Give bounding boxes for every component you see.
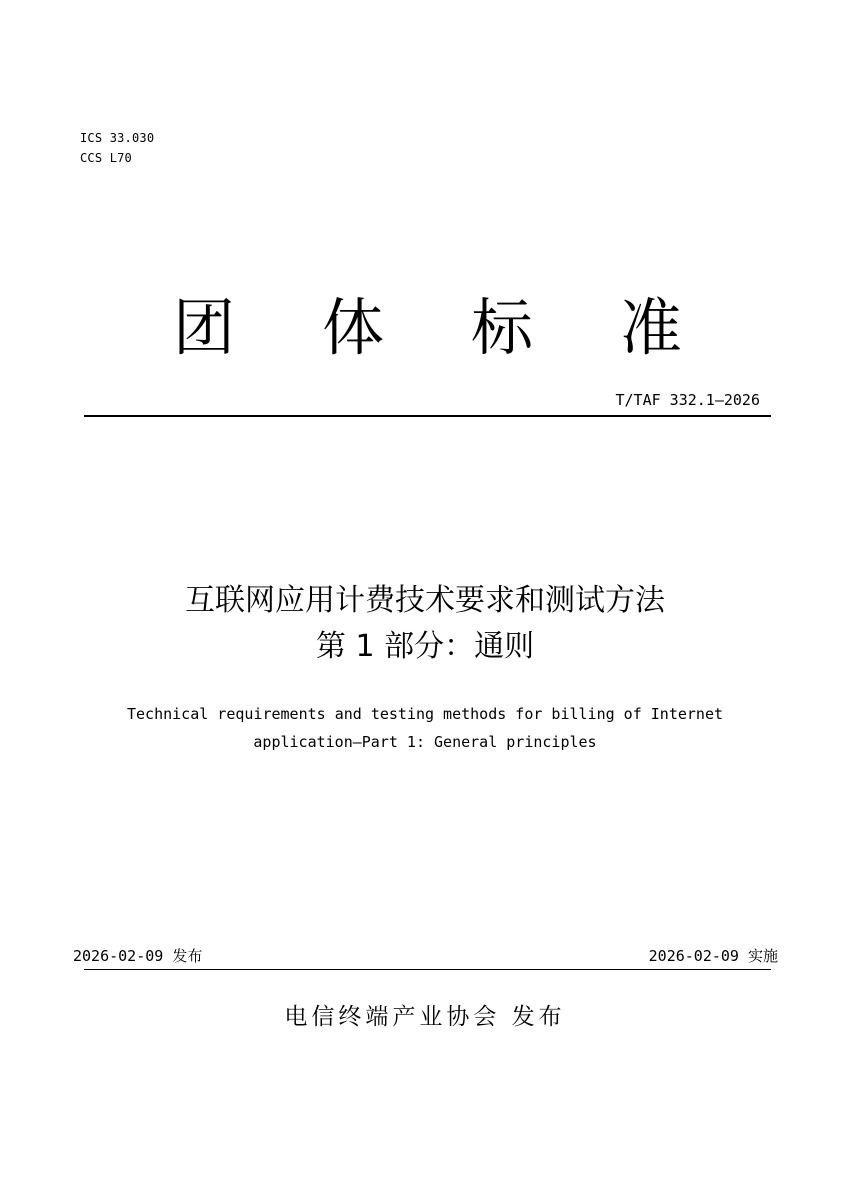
doc-type-char-1: 团 [172,291,235,364]
ics-code: ICS 33.030 [80,131,155,145]
doc-type-char-4: 准 [619,291,682,364]
publisher: 电信终端产业协会 发布 [284,1004,566,1030]
classification-codes [80,128,154,168]
implementation-date: 2026-02-09 实施 [648,947,778,965]
footer-divider [84,969,771,970]
doc-type-char-3: 标 [470,291,533,364]
chinese-title-line-2: 第 1 部分：通则 [315,629,535,664]
ccs-code: CCS L70 [80,151,132,165]
english-title-line-1: Technical requirements and testing methods for billing of Internet [126,705,724,723]
document-type-title [0,288,850,368]
issue-date: 2026-02-09 发布 [73,947,203,965]
header-divider [84,415,771,417]
chinese-title-line-1: 互联网应用计费技术要求和测试方法 [185,583,665,618]
standard-number: T/TAF 332.1—2026 [615,391,760,409]
chinese-title [0,578,850,670]
english-title [0,700,850,756]
english-title-line-2: application—Part 1: General principles [253,733,597,751]
doc-type-char-2: 体 [321,291,384,364]
